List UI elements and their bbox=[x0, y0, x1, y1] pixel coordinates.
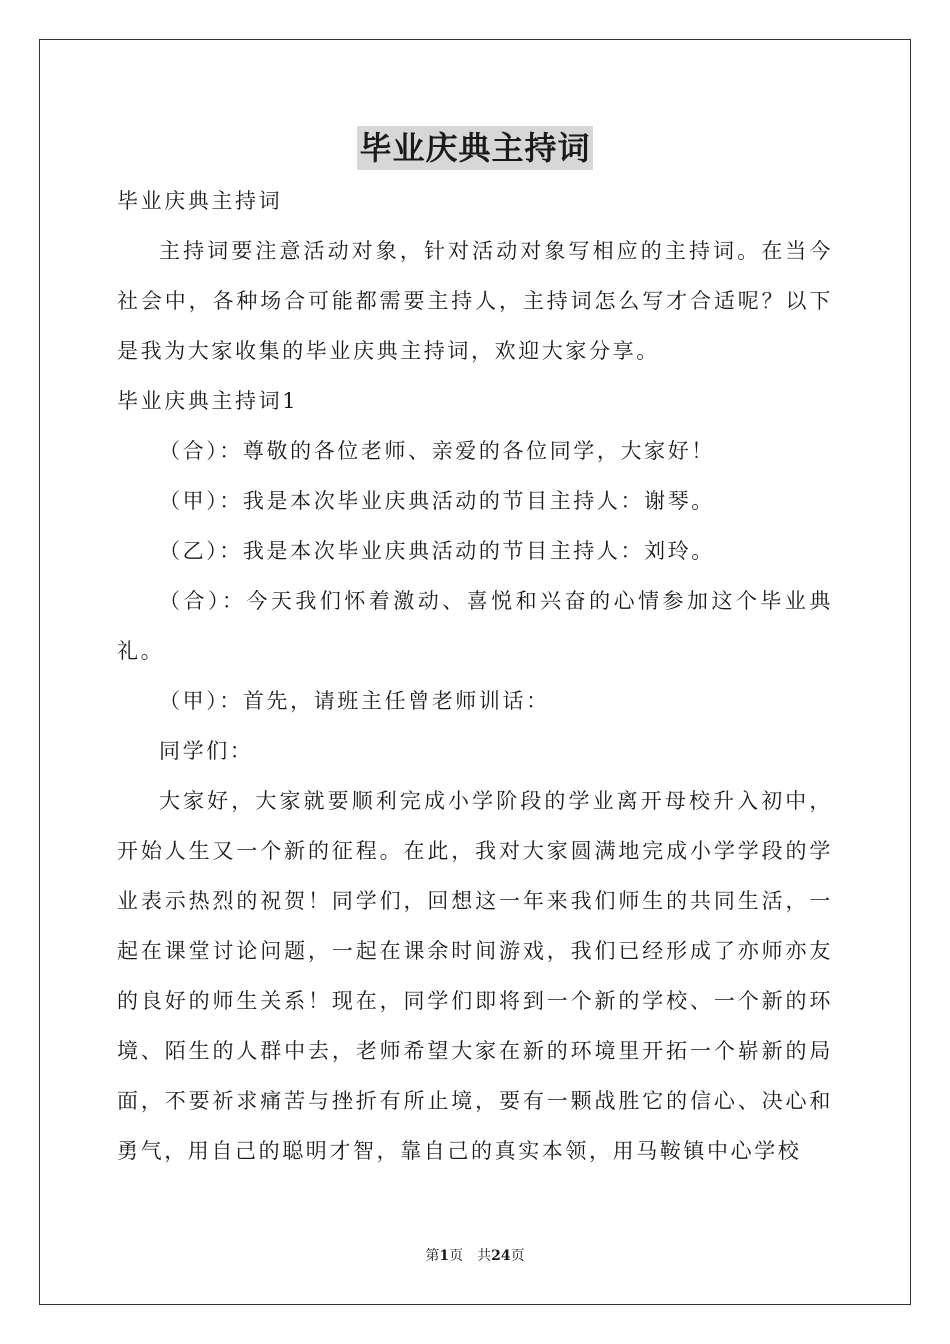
document-title: 毕业庆典主持词 bbox=[357, 126, 592, 170]
paragraph: （合）：今天我们怀着激动、喜悦和兴奋的心情参加这个毕业典礼。 bbox=[117, 589, 833, 663]
paragraph: （合）：尊敬的各位老师、亲爱的各位同学，大家好！ bbox=[159, 439, 715, 463]
total-prefix: 共 bbox=[477, 1248, 492, 1264]
intro-paragraph: 主持词要注意活动对象，针对活动对象写相应的主持词。在当今社会中，各种场合可能都需要主持人，主持词怎么写才合适呢？以下是我为大家收集的毕业庆典主持词，欢迎大家分享。 bbox=[117, 239, 833, 363]
paragraph: （甲）：首先，请班主任曾老师训话： bbox=[159, 689, 550, 713]
document-subtitle: 毕业庆典主持词 bbox=[117, 189, 283, 213]
total-suffix: 页 bbox=[510, 1248, 525, 1264]
page-footer bbox=[0, 1246, 950, 1266]
paragraph: （甲）：我是本次毕业庆典活动的节目主持人：谢琴。 bbox=[159, 489, 715, 513]
total-pages: 24 bbox=[491, 1248, 511, 1264]
page-prefix: 第 bbox=[425, 1248, 440, 1264]
page-suffix: 页 bbox=[449, 1248, 464, 1264]
section-heading: 毕业庆典主持词1 bbox=[117, 389, 299, 413]
paragraph: （乙）：我是本次毕业庆典活动的节目主持人：刘玲。 bbox=[159, 539, 715, 563]
page-number: 1 bbox=[439, 1248, 450, 1264]
paragraph: 同学们： bbox=[159, 739, 254, 763]
paragraph: 大家好，大家就要顺利完成小学阶段的学业离开母校升入初中，开始人生又一个新的征程。在此，我对大家圆满地完成小学学段的学业表示热烈的祝贺！同学们，回想这一年来我们师生的共同生活，一起在课堂讨论问题，一起在课余时间游戏，我们已经形成了亦师亦友的良好的师生关系！现在，同学们即将到一个新的学校、一个新的环境、陌生的人群中去，老师希望大家在新的环境里开拓一个崭新的局面，不要祈求痛苦与挫折有所止境，要有一颗战胜它的信心、决心和勇气，用自己的聪明才智，靠自己的真实本领，用马鞍镇中心学校 bbox=[117, 789, 833, 1163]
document-body bbox=[117, 126, 833, 1176]
